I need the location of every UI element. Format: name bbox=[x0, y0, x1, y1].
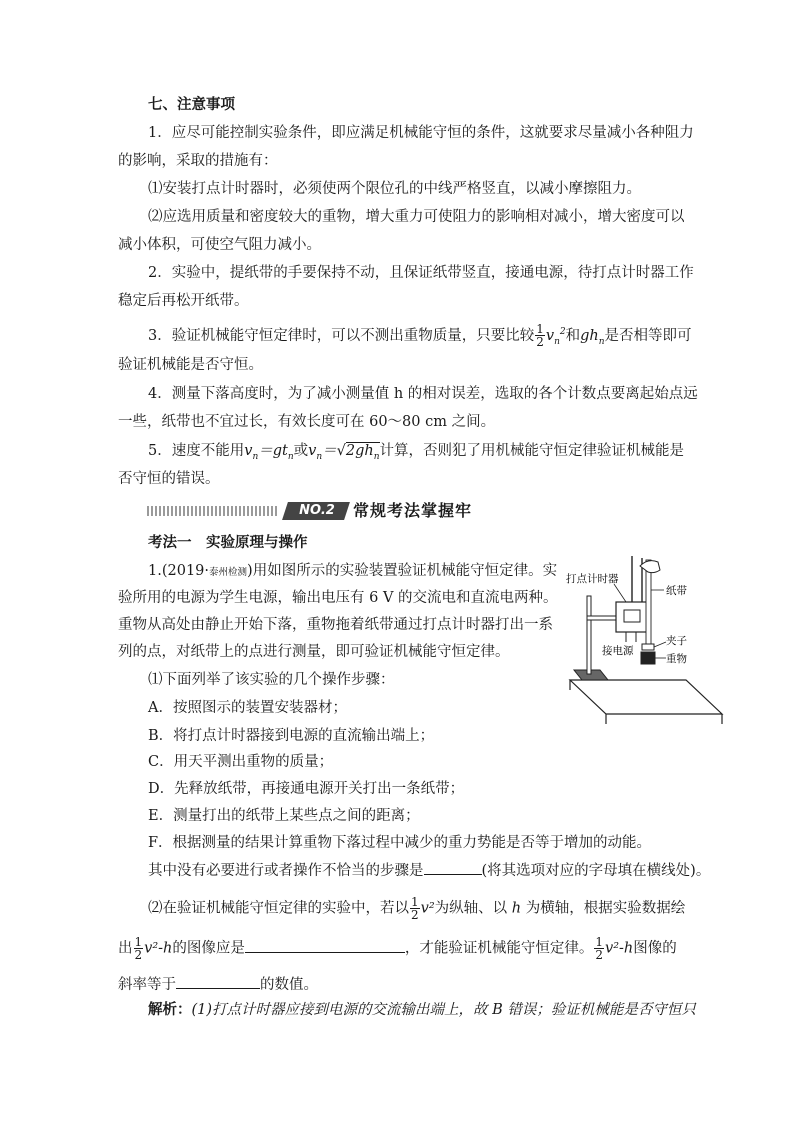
fraction-numerator: 1 bbox=[536, 322, 544, 337]
pointer-line bbox=[614, 584, 626, 602]
table-top bbox=[570, 680, 722, 714]
math-v2-h: v²-h bbox=[605, 940, 634, 957]
stand-rod bbox=[587, 596, 591, 674]
hand bbox=[640, 561, 660, 573]
note-1-sub-2-line-1: ⑵应选用质量和密度较大的重物，增大重力可使阻力的影响相对减小，增大密度可以 bbox=[148, 209, 685, 225]
method-heading: 考法一 实验原理与操作 bbox=[148, 534, 308, 551]
apparatus-figure bbox=[562, 556, 726, 728]
math-vn-squared: $v_n^2$ bbox=[545, 327, 566, 347]
fraction-half bbox=[535, 323, 545, 348]
part-1-question bbox=[148, 860, 710, 881]
fraction-numerator: 1 bbox=[411, 895, 419, 909]
fraction-denominator: 2 bbox=[134, 948, 143, 962]
banner-hatch-decoration bbox=[147, 506, 277, 516]
part-2-line-3-post: 的数值。 bbox=[260, 977, 318, 993]
part-2-text-post: 为横轴，根据实验数据绘 bbox=[525, 900, 686, 917]
question-intro-line-1 bbox=[148, 561, 557, 583]
question-intro-line-3: 重物从高处由静止开始下落，重物拖着纸带通过打点计时器打出一系 bbox=[118, 617, 553, 633]
analysis-text: (1)打点计时器应接到电源的交流输出端上，故 B 错误；验证机械能是否守恒只 bbox=[191, 1002, 696, 1018]
step-c: C．用天平测出重物的质量； bbox=[148, 754, 334, 770]
section-tag: NO.2 bbox=[299, 503, 335, 518]
answer-blank-1[interactable] bbox=[424, 860, 482, 875]
note-1-line-1: 1．应尽可能控制实验条件，即应满足机械能守恒的条件，这就要求尽量减小各种阻力 bbox=[148, 125, 694, 141]
question-intro-rest: )用如图所示的实验装置验证机械能守恒定律。实 bbox=[247, 563, 558, 579]
math-v-squared: v² bbox=[420, 900, 435, 917]
label-timer: 打点计时器 bbox=[566, 573, 619, 585]
part-2-line-2-graph: 的图像应是 bbox=[172, 940, 245, 957]
section-title: 常规考法掌握牢 bbox=[353, 501, 473, 520]
note-5-text-pre: 5．速度不能用 bbox=[148, 443, 245, 459]
analysis-label: 解析： bbox=[148, 1001, 192, 1018]
question-source: 泰州检测 bbox=[209, 567, 248, 578]
math-v2-h: v²-h bbox=[144, 940, 173, 957]
fraction-numerator: 1 bbox=[134, 935, 143, 949]
label-clip: 夹子 bbox=[666, 635, 687, 647]
note-4-line-1: 4．测量下落高度时，为了减小测量值 h 的相对误差，选取的各个计数点要离起始点远 bbox=[148, 386, 698, 402]
label-power: 接电源 bbox=[602, 645, 634, 657]
part-2-line-2-pre: 出 bbox=[118, 940, 133, 957]
note-3-text-mid: 和 bbox=[565, 327, 581, 344]
question-intro-line-2: 验所用的电源为学生电源，输出电压有 6 V 的交流电和直流电两种。 bbox=[118, 590, 558, 606]
part-2-line-2-mid: ，才能验证机械能守恒定律。 bbox=[404, 940, 594, 957]
part-2-line-2-post: 图像的 bbox=[633, 940, 677, 957]
label-weight: 重物 bbox=[666, 653, 687, 665]
fraction-denominator: 2 bbox=[411, 908, 419, 922]
part-2-line-1 bbox=[148, 896, 685, 921]
note-3-text-pre: 3．验证机械能守恒定律时，可以不测出重物质量，只要比较 bbox=[148, 327, 535, 344]
fraction-half bbox=[410, 896, 420, 921]
fraction-denominator: 2 bbox=[536, 335, 544, 350]
step-f: F．根据测量的结果计算重物下落过程中减少的重力势能是否等于增加的动能。 bbox=[148, 835, 652, 851]
note-2-line-1: 2．实验中，提纸带的手要保持不动，且保证纸带竖直，接通电源，待打点计时器工作 bbox=[148, 265, 694, 281]
part-2-text-pre: ⑵在验证机械能守恒定律的实验中，若以 bbox=[148, 900, 409, 917]
step-b: B．将打点计时器接到电源的直流输出端上； bbox=[148, 728, 435, 744]
timer-window bbox=[624, 610, 640, 622]
fraction-denominator: 2 bbox=[595, 948, 604, 962]
notes-heading: 七、注意事项 bbox=[148, 96, 235, 113]
math-g-hn: $gh_n$ bbox=[580, 327, 605, 347]
math-vn-eq-sqrt: $v_n=√2gh_n$ bbox=[308, 443, 380, 462]
answer-blank-2[interactable] bbox=[245, 938, 405, 953]
note-3-text-post: 是否相等即可 bbox=[604, 327, 692, 344]
step-e: E．测量打出的纸带上某些点之间的距离； bbox=[148, 808, 420, 824]
answer-blank-3[interactable] bbox=[176, 974, 260, 989]
fraction-half bbox=[134, 936, 144, 961]
math-h: h bbox=[511, 900, 522, 917]
question-intro-line-4: 列的点，对纸带上的点进行测量，即可验证机械能守恒定律。 bbox=[118, 644, 510, 660]
part-2-line-2 bbox=[118, 936, 677, 961]
part-2-text-mid: 为纵轴、以 bbox=[434, 900, 508, 917]
note-3-line-2: 验证机械能是否守恒。 bbox=[118, 357, 263, 373]
note-1-sub-2-line-2: 减小体积，可使空气阻力减小。 bbox=[118, 237, 321, 253]
step-a: A．按照图示的装置安装器材； bbox=[148, 700, 347, 716]
clip bbox=[642, 644, 654, 650]
note-2-line-2: 稳定后再松开纸带。 bbox=[118, 293, 249, 309]
analysis-line bbox=[148, 1000, 696, 1020]
note-5-line-2: 否守恒的错误。 bbox=[118, 471, 220, 487]
part-1-question-pre: 其中没有必要进行或者操作不恰当的步骤是 bbox=[148, 863, 424, 879]
note-3-line-1 bbox=[148, 322, 692, 352]
question-number: 1.(2019· bbox=[148, 563, 210, 579]
weight bbox=[641, 652, 655, 664]
note-4-line-2: 一些，纸带也不宜过长，有效长度可在 60～80 cm 之间。 bbox=[118, 414, 496, 430]
fraction-half bbox=[594, 936, 604, 961]
note-1-line-2: 的影响，采取的措施有： bbox=[118, 153, 278, 169]
step-d: D．先释放纸带，再接通电源开关打出一条纸带； bbox=[148, 781, 465, 797]
part-2-line-3 bbox=[118, 974, 318, 995]
label-tape: 纸带 bbox=[666, 585, 687, 597]
note-1-sub-1: ⑴安装打点计时器时，必须使两个限位孔的中线严格竖直，以减小摩擦阻力。 bbox=[148, 181, 641, 197]
pointer-line bbox=[654, 642, 666, 647]
part-1-intro: ⑴下面列举了该实验的几个操作步骤： bbox=[148, 672, 395, 688]
note-5-text-or: 或 bbox=[293, 443, 309, 459]
note-5-line-1 bbox=[148, 441, 684, 467]
section-banner bbox=[147, 500, 667, 522]
fraction-numerator: 1 bbox=[595, 935, 604, 949]
math-vn-eq-gtn: $v_n=gt_n$ bbox=[244, 443, 294, 462]
part-1-question-post: (将其选项对应的字母填在横线处)。 bbox=[481, 863, 711, 879]
part-2-line-3-pre: 斜率等于 bbox=[118, 977, 176, 993]
note-5-text-post: 计算，否则犯了用机械能守恒定律验证机械能是 bbox=[379, 443, 685, 459]
